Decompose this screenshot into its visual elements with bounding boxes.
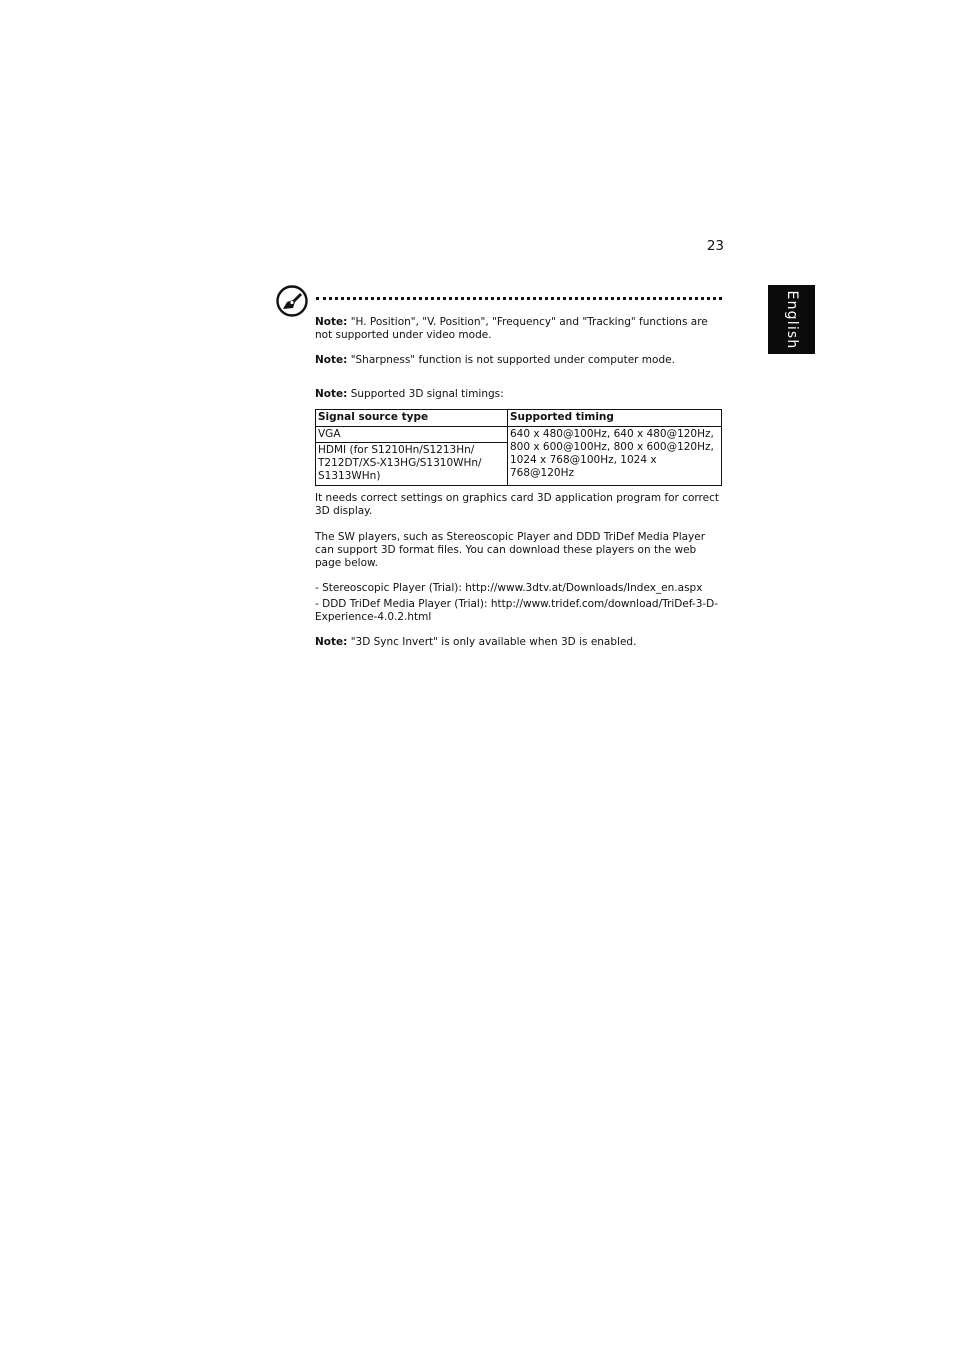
language-tab-label: English: [783, 290, 800, 349]
note-3d-sync-invert: [315, 636, 725, 649]
source-cell: HDMI (for S1210Hn/S1213Hn/ T212DT/XS-X13HG/S1310WHn/ S1313WHn): [316, 443, 508, 486]
note-label: Note:: [315, 354, 348, 366]
column-header-source: Signal source type: [316, 410, 508, 427]
table-header-row: [316, 410, 722, 427]
note-text: "Sharpness" function is not supported under computer mode.: [350, 354, 675, 366]
note-text: "H. Position", "V. Position", "Frequency" and "Tracking" functions are not supported under video mode.: [315, 316, 708, 341]
note-divider: [316, 297, 722, 300]
note-pen-icon: [276, 285, 308, 317]
timing-cell: 640 x 480@100Hz, 640 x 480@120Hz, 800 x 600@100Hz, 800 x 600@120Hz, 1024 x 768@100Hz, 1024 x 768@120Hz: [508, 427, 722, 486]
players-paragraph: The SW players, such as Stereoscopic Player and DDD TriDef Media Player can support 3D format files. You can download these players on the web page below.: [315, 531, 706, 569]
note-sharpness: [315, 354, 725, 367]
language-side-tab: [768, 285, 815, 354]
tridef-player-link: - DDD TriDef Media Player (Trial): http://www.tridef.com/download/TriDef-3-D-Experience-4.0.2.html: [315, 598, 719, 623]
graphics-card-paragraph: It needs correct settings on graphics card 3D application program for correct 3D display.: [315, 492, 719, 517]
note-position-functions: [315, 316, 725, 342]
stereoscopic-player-link: - Stereoscopic Player (Trial): http://www.3dtv.at/Downloads/Index_en.aspx: [315, 582, 703, 594]
note-3d-timings: [315, 388, 725, 401]
page-number: 23: [706, 238, 724, 254]
table-row: [316, 427, 722, 443]
note-label: Note:: [315, 316, 348, 328]
source-cell: VGA: [316, 427, 508, 443]
note-text: Supported 3D signal timings:: [350, 388, 504, 400]
column-header-timing: Supported timing: [508, 410, 722, 427]
note-label: Note:: [315, 636, 348, 648]
signal-timing-table: [315, 409, 722, 486]
note-label: Note:: [315, 388, 348, 400]
note-text: "3D Sync Invert" is only available when 3D is enabled.: [350, 636, 637, 648]
